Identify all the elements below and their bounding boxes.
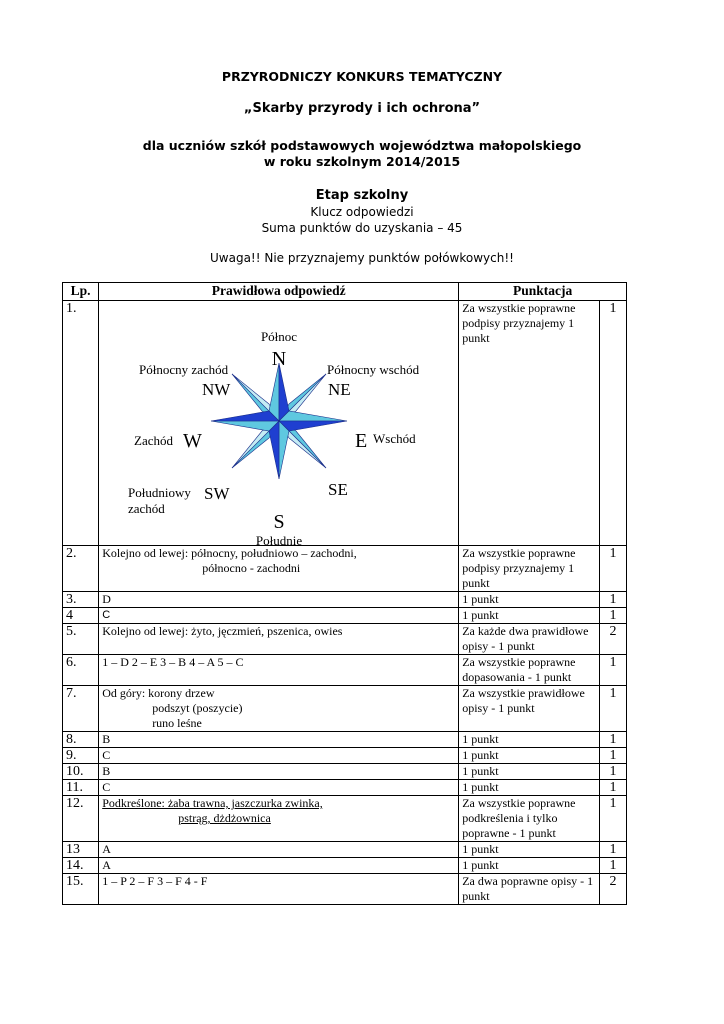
score-description: 1 punkt xyxy=(459,748,600,764)
points-value: 1 xyxy=(600,686,627,732)
label-north: Północ xyxy=(261,329,298,344)
audience-line: dla uczniów szkół podstawowych województwa małopolskiego xyxy=(142,138,582,153)
row-number: 14. xyxy=(63,858,99,874)
label-south: Południe xyxy=(256,533,303,545)
table-row xyxy=(63,624,627,655)
points-total: Suma punktów do uzyskania – 45 xyxy=(261,221,463,235)
table-row xyxy=(63,686,627,732)
score-description: 1 punkt xyxy=(459,842,600,858)
table-row xyxy=(63,546,627,592)
label-northwest: Północny zachód xyxy=(139,362,229,377)
points-value: 1 xyxy=(600,655,627,686)
row-number: 1. xyxy=(63,301,99,546)
contest-title: PRZYRODNICZY KONKURS TEMATYCZNY xyxy=(221,69,503,84)
answer-line: pstrąg, dżdżownica xyxy=(178,811,271,825)
answer-key-table xyxy=(62,282,627,905)
score-description: Za dwa poprawne opisy - 1 punkt xyxy=(459,874,600,905)
points-value: 1 xyxy=(600,546,627,592)
answer-cell: C xyxy=(99,780,459,796)
answer-cell: D xyxy=(99,592,459,608)
compass-letter-se: SE xyxy=(328,480,349,499)
score-description: 1 punkt xyxy=(459,608,600,624)
row-number: 5. xyxy=(63,624,99,655)
score-description: 1 punkt xyxy=(459,592,600,608)
points-value: 1 xyxy=(600,748,627,764)
label-southwest-line2: zachód xyxy=(128,501,165,516)
points-value: 1 xyxy=(600,780,627,796)
row-number: 13 xyxy=(63,842,99,858)
answer-key-label: Klucz odpowiedzi xyxy=(310,205,414,219)
table-row xyxy=(63,796,627,842)
contest-subtitle: „Skarby przyrody i ich ochrona” xyxy=(243,101,481,116)
answer-cell: B xyxy=(99,732,459,748)
score-description: 1 punkt xyxy=(459,732,600,748)
score-description: 1 punkt xyxy=(459,780,600,796)
compass-star xyxy=(211,363,347,479)
table-row xyxy=(63,608,627,624)
score-description: Za wszystkie poprawne podpisy przyznajemy 1 punkt xyxy=(459,546,600,592)
school-year-line: w roku szkolnym 2014/2015 xyxy=(263,154,461,169)
points-value: 1 xyxy=(600,842,627,858)
label-southwest-line1: Południowy xyxy=(128,485,192,500)
label-east: Wschód xyxy=(373,431,416,446)
points-value: 1 xyxy=(600,764,627,780)
table-row xyxy=(63,748,627,764)
row-number: 11. xyxy=(63,780,99,796)
score-description: 1 punkt xyxy=(459,858,600,874)
answer-cell xyxy=(99,686,459,732)
table-header-row xyxy=(63,283,627,301)
table-row xyxy=(63,764,627,780)
answer-line: podszyt (poszycie) xyxy=(152,701,243,715)
points-value: 1 xyxy=(600,858,627,874)
points-value: 1 xyxy=(600,301,627,546)
table-row xyxy=(63,301,627,546)
answer-cell: B xyxy=(99,764,459,780)
answer-cell: C xyxy=(99,748,459,764)
answer-line: Od góry: korony drzew xyxy=(102,686,215,700)
compass-rose-diagram xyxy=(99,301,459,546)
answer-cell: 1 – D 2 – E 3 – B 4 – A 5 – C xyxy=(99,655,459,686)
table-row xyxy=(63,780,627,796)
row-number: 4 xyxy=(63,608,99,624)
points-value: 1 xyxy=(600,592,627,608)
compass-svg xyxy=(102,301,455,545)
answer-line: północno - zachodni xyxy=(202,561,301,575)
points-value: 1 xyxy=(600,796,627,842)
label-west: Zachód xyxy=(134,433,174,448)
points-value: 2 xyxy=(600,624,627,655)
compass-letter-sw: SW xyxy=(204,484,230,503)
points-value: 1 xyxy=(600,608,627,624)
compass-letter-e: E xyxy=(355,430,368,452)
score-description: Za wszystkie poprawne dopasowania - 1 punkt xyxy=(459,655,600,686)
answer-line: Kolejno od lewej: północny, południowo – zachodni, xyxy=(102,546,357,560)
row-number: 9. xyxy=(63,748,99,764)
header-score: Punktacja xyxy=(459,283,627,301)
row-number: 10. xyxy=(63,764,99,780)
answer-cell xyxy=(99,546,459,592)
compass-letter-n: N xyxy=(271,348,287,370)
row-number: 6. xyxy=(63,655,99,686)
answer-cell: Kolejno od lewej: żyto, jęczmień, pszenica, owies xyxy=(99,624,459,655)
compass-letter-ne: NE xyxy=(328,380,351,399)
table-row xyxy=(63,842,627,858)
answer-line: runo leśne xyxy=(152,716,202,730)
answer-cell: A xyxy=(99,858,459,874)
header-lp: Lp. xyxy=(63,283,99,301)
row-number: 8. xyxy=(63,732,99,748)
score-description: 1 punkt xyxy=(459,764,600,780)
score-description: Za wszystkie poprawne podpisy przyznajemy 1 punkt xyxy=(459,301,600,546)
stage-heading: Etap szkolny xyxy=(315,188,409,203)
table-row xyxy=(63,732,627,748)
answer-line: Podkreślone: żaba trawna, jaszczurka zwinka, xyxy=(102,796,323,810)
points-value: 1 xyxy=(600,732,627,748)
score-description: Za wszystkie prawidłowe opisy - 1 punkt xyxy=(459,686,600,732)
row-number: 2. xyxy=(63,546,99,592)
warning-note: Uwaga!! Nie przyznajemy punktów połówkowych!! xyxy=(210,251,514,265)
row-number: 15. xyxy=(63,874,99,905)
row-number: 12. xyxy=(63,796,99,842)
answer-cell xyxy=(99,796,459,842)
row-number: 7. xyxy=(63,686,99,732)
compass-letter-s: S xyxy=(273,511,285,533)
row-number: 3. xyxy=(63,592,99,608)
answer-cell: 1 – P 2 – F 3 – F 4 - F xyxy=(99,874,459,905)
points-value: 2 xyxy=(600,874,627,905)
answer-cell: A xyxy=(99,842,459,858)
header-answer: Prawidłowa odpowiedź xyxy=(99,283,459,301)
table-row xyxy=(63,655,627,686)
compass-letter-nw: NW xyxy=(202,380,231,399)
score-description: Za każde dwa prawidłowe opisy - 1 punkt xyxy=(459,624,600,655)
table-row xyxy=(63,858,627,874)
table-row xyxy=(63,874,627,905)
table-row xyxy=(63,592,627,608)
answer-cell: C xyxy=(99,608,459,624)
label-northeast: Północny wschód xyxy=(327,362,420,377)
score-description: Za wszystkie poprawne podkreślenia i tylko poprawne - 1 punkt xyxy=(459,796,600,842)
compass-letter-w: W xyxy=(183,430,203,452)
